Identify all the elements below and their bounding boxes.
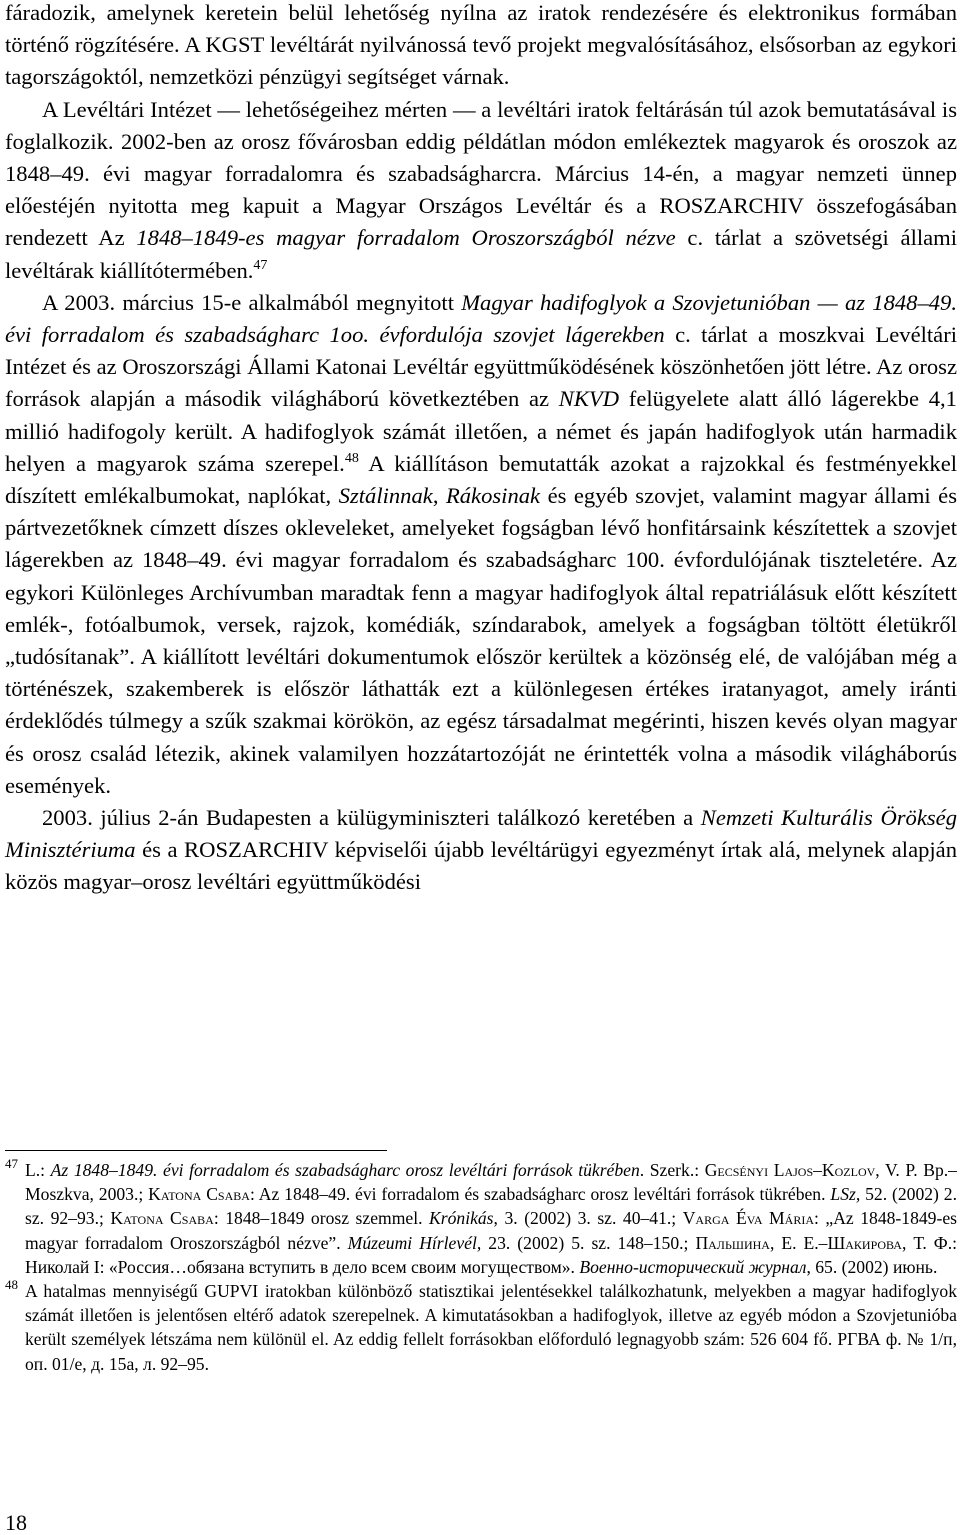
footnote-47 bbox=[5, 1158, 957, 1279]
fn47-a: L.: bbox=[25, 1160, 51, 1180]
footnote-48 bbox=[5, 1279, 957, 1376]
paragraph-3-a: A 2003. március 15-e alkalmából megnyitott bbox=[42, 289, 462, 315]
fn47-g: : Az 1848–49. évi forradalom és szabadságharc orosz levéltári források tükrében. bbox=[249, 1184, 831, 1205]
exhibition-title-pows: Magyar hadifoglyok a Szovjetunióban — az 1848–49. évi forradalom és szabadságharc 1oo. évfordulója szovjet lágerekben bbox=[5, 289, 957, 348]
fn47-o: : „Az 1848-1849-es magyar forradalom Oroszországból nézve”. bbox=[25, 1208, 957, 1253]
document-page bbox=[5, 0, 958, 1374]
paragraph-3 bbox=[5, 287, 957, 802]
fn47-author-3: Varga Éva Mária bbox=[682, 1208, 814, 1229]
fn47-author-1: Katona Csaba bbox=[148, 1184, 250, 1205]
fn47-u: , 65. (2002) июнь. bbox=[806, 1256, 938, 1277]
fn47-book-title: Az 1848–1849. évi forradalom és szabadságharc orosz levéltári források tükrében bbox=[50, 1160, 640, 1180]
ministry-name: Nemzeti Kulturális Örökség Minisztériuma bbox=[5, 805, 957, 863]
fn47-m: , 3. (2002) 3. sz. 40–41.; bbox=[493, 1208, 683, 1229]
footnote-47-number: 47 bbox=[5, 1156, 18, 1171]
fn47-c: . Szerk.: bbox=[639, 1160, 705, 1180]
footnote-48-number: 48 bbox=[5, 1277, 18, 1293]
footnote-ref-48[interactable]: 48 bbox=[344, 450, 359, 466]
fn48-text: A hatalmas mennyiségű GUPVI iratokban különböző statisztikai jelentésekkel találkozhatunk, melyekben a magyar hadifoglyok számát illetően is jelentősen eltérő adatok szerepelnek. A kimutatásokban a hadifoglyok, illetve az egyéb módon a Szovjetunióba került személyek létszáma nem különül el. Az eddig fellelt forrásokban előforduló legnagyobb szám: 526 604 fő. РГВА ф. № 1/п, оп. 01/е, д. 15а, л. 92–95. bbox=[25, 1281, 957, 1374]
paragraph-2-march: Március 14-én, a magyar nemzeti ünnep előestéjén nyitotta meg kapuit a Magyar Országos Levéltár és a ROSZARCHIV összefogásában rendezett Az bbox=[5, 161, 957, 251]
paragraph-2-tail: c. tárlat a szövetségi állami levéltárak kiállítótermében. bbox=[5, 225, 958, 283]
fn47-e: Bp.–Moszkva, 2003.; bbox=[25, 1160, 957, 1205]
fn47-q: 23. (2002) 5. sz. 148–150.; bbox=[481, 1232, 696, 1253]
fn47-author-2: Katona Csaba bbox=[110, 1208, 214, 1229]
fn47-journal-voenno: Военно-исторический журнал bbox=[579, 1256, 807, 1277]
rakosi-term: Rákosinak bbox=[445, 483, 541, 509]
paragraph-4-a: 2003. július 2-án Budapesten a külügyminiszteri találkozó keretében a bbox=[42, 805, 701, 831]
nkvd-term: NKVD bbox=[558, 386, 620, 412]
paragraph-3-b: c. tárlat a moszkvai Levéltári Intézet és az Oroszországi Állami Katonai Levéltár együttműködésének köszönhetően jött létre. Az orosz források alapján a második világháború következtében az bbox=[5, 322, 957, 412]
page-number: 18 bbox=[5, 1510, 27, 1535]
fn47-i: 52. (2002) 2. sz. 92–93.; bbox=[25, 1184, 958, 1229]
paragraph-1: fáradozik, amelynek keretein belül lehetőség nyílna az iratok rendezésére és elektronikus formában történő rögzítésére. A KGST levéltárát nyilvánossá tevő projekt megvalósításához, elsősorban az egykori tagországoktól, nemzetközi pénzügyi segítséget várnak. bbox=[5, 0, 957, 90]
fn47-editors: Gecsényi Lajos–Kozlov, V. P. bbox=[704, 1160, 918, 1180]
main-text bbox=[5, 0, 957, 899]
fn47-journal-muzeumi: Múzeumi Hírlevél, bbox=[347, 1232, 482, 1253]
footnotes bbox=[5, 1158, 957, 1376]
stalin-term: Sztálinnak bbox=[338, 483, 433, 509]
paragraph-3-e: és egyéb szovjet, valamint magyar állami és pártvezetőknek címzett díszes okleveleket, amelyeket fogságban lévő honfitársaink készítettek a szovjet lágerekben az 1848–49. évi magyar forradalom és szabadságharc 100. évfordulójának tiszteletére. Az egykori Különleges Archívumban maradtak fenn a magyar hadifoglyok által repatriálásuk előtt készített emlék-, fotóalbumok, versek, rajzok, komédiák, színdarabok, amelyek a fogságban töltött életükről „tudósítanak”. A kiállított levéltári dokumentumok először kerültek a közönség elé, de valójában még a történészek, szakemberek is először láthatták ezt a különlegesen értékes iratanyagot, amely iránti érdeklődés túlmegy a szűk szakmai körökön, az egész társadalmat megérinti, hiszen kevés olyan magyar és orosz család létezik, akinek valamilyen hozzátartozóját ne érintették volna a második világháborús események. bbox=[5, 483, 957, 798]
footnote-separator bbox=[5, 1150, 387, 1151]
footnote-ref-47[interactable]: 47 bbox=[253, 257, 268, 273]
paragraph-3-comma: , bbox=[432, 483, 446, 509]
exhibition-title-1848: 1848–1849-es magyar forradalom Oroszországból nézve bbox=[136, 225, 676, 251]
paragraph-3-c: felügyelete alatt álló lágerekbe 4,1 millió hadifogoly került. A hadifoglyok számát illetően, a német és japán hadifoglyok után harmadik helyen a magyarok száma szerepel. bbox=[5, 386, 957, 476]
fn47-k: : 1848–1849 orosz szemmel. bbox=[213, 1208, 430, 1229]
paragraph-2 bbox=[5, 94, 957, 287]
fn47-s: : Николай I: «Россия…обязана вступить в дело всем своим могуществом». bbox=[25, 1232, 957, 1277]
fn47-author-4: Пальшина, Е. Е.–Шакирова, Т. Ф. bbox=[695, 1232, 953, 1253]
paragraph-3-d: A kiállításon bemutatták azokat a rajzokkal és festményekkel díszített emlékalbumokat, naplókat, bbox=[5, 450, 958, 509]
paragraph-2-text: A Levéltári Intézet — lehetőségeihez mérten — a levéltári iratok feltárásán túl azok bemutatásával is foglalkozik. 2002-ben az orosz fővárosban eddig példátlan módon emlékeztek magyarok és oroszok az 1848–49. évi magyar forradalomra és szabadságharcra. bbox=[5, 96, 957, 187]
paragraph-4-b: és a ROSZARCHIV képviselői újabb levéltárügyi egyezményt írtak alá, melynek alapján közös magyar–orosz levéltári együttműködési bbox=[5, 837, 957, 895]
fn47-journal-lsz: LSz, bbox=[830, 1184, 861, 1205]
paragraph-4 bbox=[5, 802, 957, 899]
fn47-journal-kronikas: Krónikás bbox=[429, 1208, 494, 1229]
